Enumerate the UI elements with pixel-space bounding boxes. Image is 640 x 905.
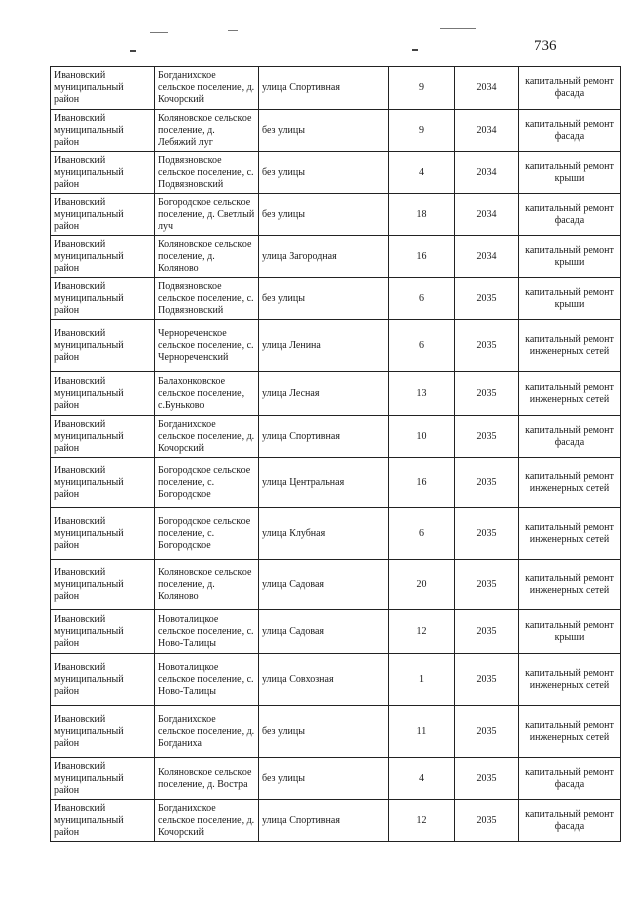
cell-settlement: Богданихское сельское поселение, д. Кочорский (155, 416, 259, 458)
table-row (51, 110, 621, 152)
cell-district: Ивановский муниципальный район (51, 800, 155, 842)
table-row (51, 416, 621, 458)
cell-year: 2035 (455, 278, 519, 320)
cell-district: Ивановский муниципальный район (51, 67, 155, 110)
table-row (51, 320, 621, 372)
table-row (51, 758, 621, 800)
cell-district: Ивановский муниципальный район (51, 610, 155, 654)
cell-work: капитальный ремонт инженерных сетей (519, 706, 621, 758)
cell-street: улица Клубная (259, 508, 389, 560)
cell-house: 20 (389, 560, 455, 610)
cell-house: 16 (389, 458, 455, 508)
cell-settlement: Богданихское сельское поселение, д. Кочорский (155, 67, 259, 110)
scan-mark (228, 30, 238, 31)
works-table (50, 66, 621, 842)
cell-house: 6 (389, 320, 455, 372)
cell-settlement: Богородское сельское поселение, д. Светлый луч (155, 194, 259, 236)
cell-year: 2034 (455, 67, 519, 110)
cell-street: без улицы (259, 152, 389, 194)
cell-street: улица Совхозная (259, 654, 389, 706)
cell-street: улица Спортивная (259, 800, 389, 842)
cell-district: Ивановский муниципальный район (51, 654, 155, 706)
cell-year: 2035 (455, 508, 519, 560)
cell-street: улица Центральная (259, 458, 389, 508)
cell-work: капитальный ремонт фасада (519, 800, 621, 842)
cell-settlement: Богородское сельское поселение, с. Богородское (155, 458, 259, 508)
table-row (51, 706, 621, 758)
cell-year: 2035 (455, 458, 519, 508)
cell-house: 12 (389, 610, 455, 654)
cell-work: капитальный ремонт крыши (519, 610, 621, 654)
cell-work: капитальный ремонт фасада (519, 67, 621, 110)
cell-house: 16 (389, 236, 455, 278)
cell-house: 6 (389, 278, 455, 320)
cell-district: Ивановский муниципальный район (51, 458, 155, 508)
cell-street: без улицы (259, 194, 389, 236)
cell-work: капитальный ремонт фасада (519, 758, 621, 800)
table-row (51, 800, 621, 842)
cell-street: без улицы (259, 706, 389, 758)
table-row (51, 560, 621, 610)
cell-district: Ивановский муниципальный район (51, 236, 155, 278)
cell-street: улица Садовая (259, 610, 389, 654)
scan-mark (412, 49, 418, 51)
cell-work: капитальный ремонт инженерных сетей (519, 560, 621, 610)
cell-street: улица Ленина (259, 320, 389, 372)
cell-district: Ивановский муниципальный район (51, 758, 155, 800)
cell-settlement: Новоталицкое сельское поселение, с. Ново-Талицы (155, 654, 259, 706)
cell-settlement: Чернореченское сельское поселение, с. Чернореченский (155, 320, 259, 372)
cell-house: 4 (389, 758, 455, 800)
cell-work: капитальный ремонт фасада (519, 110, 621, 152)
cell-work: капитальный ремонт фасада (519, 194, 621, 236)
cell-street: улица Садовая (259, 560, 389, 610)
cell-year: 2035 (455, 372, 519, 416)
cell-district: Ивановский муниципальный район (51, 110, 155, 152)
table-row (51, 610, 621, 654)
cell-work: капитальный ремонт инженерных сетей (519, 508, 621, 560)
cell-house: 4 (389, 152, 455, 194)
cell-district: Ивановский муниципальный район (51, 508, 155, 560)
cell-district: Ивановский муниципальный район (51, 152, 155, 194)
cell-settlement: Подвязновское сельское поселение, с. Подвязновский (155, 152, 259, 194)
cell-year: 2035 (455, 758, 519, 800)
cell-settlement: Богданихское сельское поселение, д. Кочорский (155, 800, 259, 842)
cell-settlement: Новоталицкое сельское поселение, с. Ново-Талицы (155, 610, 259, 654)
cell-street: без улицы (259, 758, 389, 800)
cell-work: капитальный ремонт крыши (519, 236, 621, 278)
cell-house: 10 (389, 416, 455, 458)
cell-street: улица Загородная (259, 236, 389, 278)
cell-house: 11 (389, 706, 455, 758)
cell-year: 2035 (455, 706, 519, 758)
cell-work: капитальный ремонт крыши (519, 278, 621, 320)
cell-district: Ивановский муниципальный район (51, 416, 155, 458)
cell-street: без улицы (259, 278, 389, 320)
cell-work: капитальный ремонт инженерных сетей (519, 372, 621, 416)
cell-settlement: Подвязновское сельское поселение, с. Подвязновский (155, 278, 259, 320)
cell-work: капитальный ремонт инженерных сетей (519, 654, 621, 706)
cell-settlement: Балахонковское сельское поселение, с.Буньково (155, 372, 259, 416)
cell-year: 2035 (455, 560, 519, 610)
table-row (51, 236, 621, 278)
cell-settlement: Коляновское сельское поселение, д. Коляново (155, 236, 259, 278)
cell-year: 2035 (455, 320, 519, 372)
cell-house: 13 (389, 372, 455, 416)
cell-street: улица Спортивная (259, 67, 389, 110)
cell-year: 2035 (455, 610, 519, 654)
table-row (51, 194, 621, 236)
cell-year: 2034 (455, 152, 519, 194)
cell-district: Ивановский муниципальный район (51, 194, 155, 236)
cell-house: 6 (389, 508, 455, 560)
cell-street: улица Лесная (259, 372, 389, 416)
cell-year: 2034 (455, 236, 519, 278)
cell-year: 2035 (455, 654, 519, 706)
cell-year: 2035 (455, 800, 519, 842)
page-number: 736 (534, 38, 557, 54)
table-row (51, 372, 621, 416)
table-row (51, 152, 621, 194)
cell-district: Ивановский муниципальный район (51, 560, 155, 610)
cell-work: капитальный ремонт инженерных сетей (519, 320, 621, 372)
cell-district: Ивановский муниципальный район (51, 278, 155, 320)
cell-work: капитальный ремонт фасада (519, 416, 621, 458)
cell-settlement: Богданихское сельское поселение, д. Богданиха (155, 706, 259, 758)
table-row (51, 278, 621, 320)
table-row (51, 508, 621, 560)
table-row (51, 67, 621, 110)
cell-house: 9 (389, 110, 455, 152)
cell-house: 9 (389, 67, 455, 110)
table-row (51, 654, 621, 706)
cell-work: капитальный ремонт крыши (519, 152, 621, 194)
cell-house: 1 (389, 654, 455, 706)
cell-settlement: Коляновское сельское поселение, д. Лебяжий луг (155, 110, 259, 152)
cell-street: без улицы (259, 110, 389, 152)
cell-settlement: Коляновское сельское поселение, д. Коляново (155, 560, 259, 610)
cell-year: 2035 (455, 416, 519, 458)
cell-district: Ивановский муниципальный район (51, 372, 155, 416)
cell-district: Ивановский муниципальный район (51, 320, 155, 372)
table-row (51, 458, 621, 508)
cell-house: 12 (389, 800, 455, 842)
cell-settlement: Коляновское сельское поселение, д. Востра (155, 758, 259, 800)
scan-mark (130, 50, 136, 52)
cell-work: капитальный ремонт инженерных сетей (519, 458, 621, 508)
cell-year: 2034 (455, 110, 519, 152)
scan-mark (150, 32, 168, 33)
scan-mark (440, 28, 476, 29)
cell-house: 18 (389, 194, 455, 236)
cell-street: улица Спортивная (259, 416, 389, 458)
cell-year: 2034 (455, 194, 519, 236)
cell-district: Ивановский муниципальный район (51, 706, 155, 758)
cell-settlement: Богородское сельское поселение, с. Богородское (155, 508, 259, 560)
